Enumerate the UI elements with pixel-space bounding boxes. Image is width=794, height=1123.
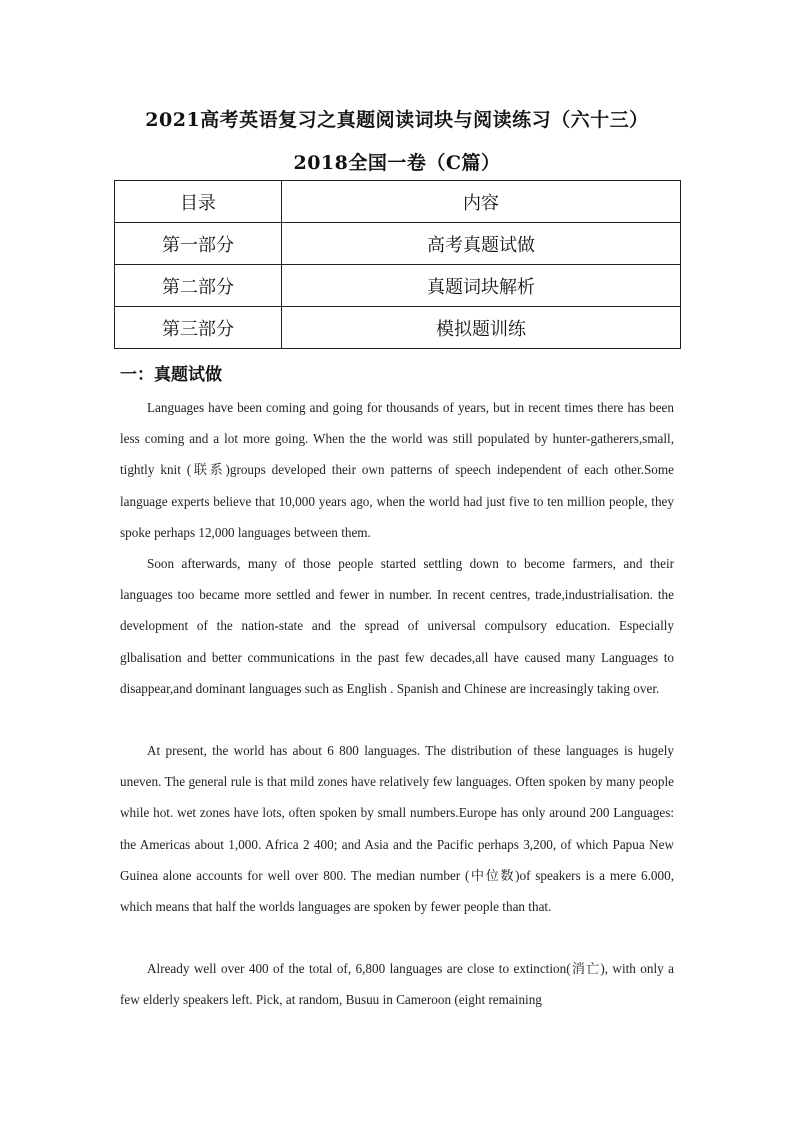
reading-paragraph: Soon afterwards, many of those people started settling down to become farmers, and their languages too became more settled and fewer in number. In recent centres, trade,industrialisation. the development of the nation-state and the spread of universal compulsory education. Especially glbalisation and better communications in the past few decades,all have caused many Languages to disappear,and dominant languages such as English . Spanish and Chinese are increasingly taking over. bbox=[120, 556, 674, 696]
document-title: 2021高考英语复习之真题阅读词块与阅读练习（六十三） bbox=[145, 109, 649, 131]
reading-paragraph: Already well over 400 of the total of, 6,800 languages are close to extinction(消亡), with only a few elderly speakers left. Pick, at random, Busuu in Cameroon (eight remaining bbox=[120, 961, 674, 1008]
table-row bbox=[115, 307, 681, 349]
reading-paragraph: Languages have been coming and going for thousands of years, but in recent times there has been less coming and a lot more going. When the the world was still populated by hunter-gatherers,small, tightly knit (联系)groups developed their own patterns of speech independent of each other.Some language experts believe that 10,000 years ago, when the world had just five to ten million people, they spoke perhaps 12,000 languages between them. bbox=[120, 400, 674, 540]
contents-table bbox=[114, 180, 681, 349]
table-row bbox=[115, 265, 681, 307]
table-cell: 高考真题试做 bbox=[282, 223, 681, 265]
table-cell: 第三部分 bbox=[115, 307, 282, 349]
reading-paragraph: At present, the world has about 6 800 languages. The distribution of these languages is hugely uneven. The general rule is that mild zones have relatively few languages. Often spoken by many people while hot. wet zones have lots, often spoken by small numbers.Europe has only around 200 Languages: the Americas about 1,000. Africa 2 400; and Asia and the Pacific perhaps 3,200, of which Papua New Guinea alone accounts for well over 800. The median number (中位数)of speakers is a mere 6.000, which means that half the worlds languages are spoken by fewer people than that. bbox=[120, 743, 674, 915]
section-heading: 一：真题试做 bbox=[120, 365, 222, 385]
document-subtitle: 2018全国一卷（C篇） bbox=[293, 152, 501, 174]
table-header-cell: 目录 bbox=[115, 181, 282, 223]
table-header-cell: 内容 bbox=[282, 181, 681, 223]
table-cell: 第一部分 bbox=[115, 223, 282, 265]
table-cell: 真题词块解析 bbox=[282, 265, 681, 307]
table-header-row bbox=[115, 181, 681, 223]
table-cell: 模拟题训练 bbox=[282, 307, 681, 349]
table-row bbox=[115, 223, 681, 265]
table-cell: 第二部分 bbox=[115, 265, 282, 307]
